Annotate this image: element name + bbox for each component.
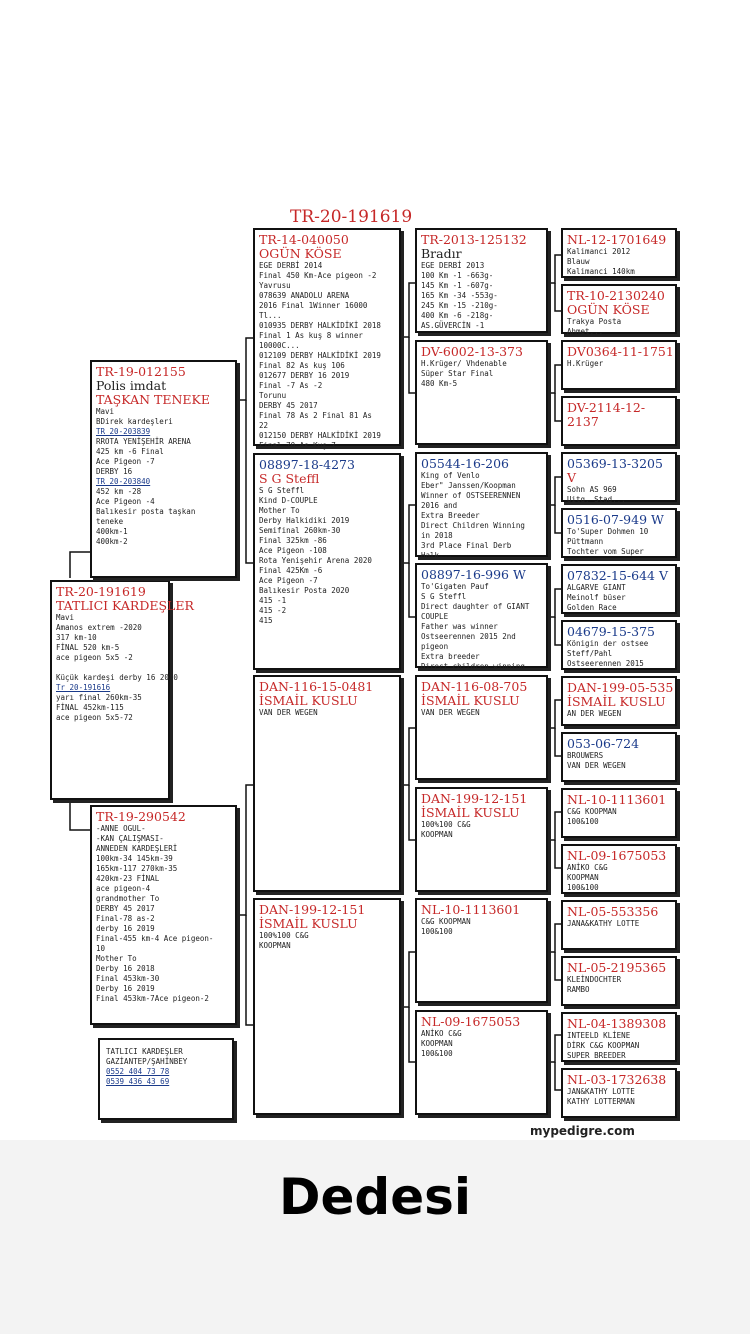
pigeon-name: İSMAİL KUSLU (567, 694, 666, 709)
pigeon-name: OGÜN KÖSE (259, 246, 342, 261)
ring-number: DAN-116-15-0481 (259, 679, 374, 694)
grandparent-card: TR-14-040050 OGÜN KÖSE EGE DERBİ 2014 Final 450 Km-Ace pigeon -2 Yavrusu 078639 ANADOLU ARENA 2016 Final 1Winner 16000 Tl... 010935 DERBY HALKİDİKİ 2018 Final 1 As kuş 8 winner 10000C... 012109 DERBY HALKİDİKİ 2019 Final 82 As kuş 106 012677 DERBY 16 2019 Final -7 As -2 Torunu DERBY 45 2017 Final 78 As 2 Final 81 As 22 012150 DERBY HALKİDİKİ 2019 Final 70 As Kuş 7 (253, 228, 401, 446)
ring-number: TR-14-040050 (259, 232, 349, 247)
owner-name: TATLICI KARDEŞLER (106, 1047, 183, 1056)
great-grandparent-card: 05544-16-206 King of Venlo Eber" Janssen/Koopman Winner of OSTSEERENNEN 2016 and Extra Breeder Direct Children Winning in 2018 3rd Place Final Derb Halk... (415, 452, 548, 557)
ring-number: NL-09-1675053 (421, 1014, 521, 1029)
pigeon-name: S G Steffl (259, 471, 320, 486)
ggg-parent-card: NL-05-553356 JANA&KATHY LOTTE (561, 900, 677, 950)
ggg-parent-card: TR-10-2130240 OGÜN KÖSE Trakya Posta Ahmet... (561, 284, 677, 334)
ring-number: NL-05-553356 (567, 904, 659, 919)
great-grandparent-card: NL-09-1675053 ANİKO C&G KOOPMAN 100&100 (415, 1010, 548, 1115)
ring-number: 0516-07-949 W (567, 512, 664, 527)
ring-number: TR-2013-125132 (421, 232, 527, 247)
pigeon-name-2: TAŞKAN TENEKE (96, 392, 211, 407)
ring-number: 08897-16-996 W (421, 567, 526, 582)
ring-number: NL-03-1732638 (567, 1072, 667, 1087)
pigeon-name: OGÜN KÖSE (567, 302, 650, 317)
ring-number: NL-10-1113601 (421, 902, 521, 917)
ring-number: 053-06-724 (567, 736, 640, 751)
ring-number: DV-6002-13-373 (421, 344, 523, 359)
watermark: mypedigre.com (530, 1124, 635, 1138)
ring-number: 05544-16-206 (421, 456, 509, 471)
great-grandparent-card: DAN-116-08-705 İSMAİL KUSLU VAN DER WEGEN (415, 675, 548, 780)
ring-number: DV-2114-12- (567, 400, 646, 415)
ring-number-cont: V (567, 470, 577, 485)
ring-number: DAN-199-12-151 (421, 791, 528, 806)
ring-number: TR-19-012155 (96, 364, 186, 379)
phone-link[interactable]: 0539 436 43 69 (106, 1077, 170, 1086)
ggg-parent-card: NL-03-1732638 JAN&KATHY LOTTE KATHY LOTTERMAN (561, 1068, 677, 1118)
ring-number: 04679-15-375 (567, 624, 655, 639)
caption-text: Dedesi (278, 1168, 472, 1226)
pigeon-name: İSMAİL KUSLU (259, 693, 358, 708)
great-grandparent-card: DAN-199-12-151 İSMAİL KUSLU 100%100 C&G KOOPMAN (415, 787, 548, 892)
pigeon-name: Polis imdat (96, 378, 167, 393)
ggg-parent-card: 053-06-724 BROUWERS VAN DER WEGEN (561, 732, 677, 782)
pigeon-name: TATLICI KARDEŞLER (56, 598, 194, 613)
ring-number: NL-12-1701649 (567, 232, 667, 247)
ring-number: 07832-15-644 V (567, 568, 668, 583)
phone-link[interactable]: 0552 404 73 78 (106, 1067, 170, 1076)
ggg-parent-card: 04679-15-375 Königin der ostsee Steff/Pahl Ostseerennen 2015 (561, 620, 677, 670)
ggg-parent-card: NL-10-1113601 C&G KOOPMAN 100&100 (561, 788, 677, 838)
grandparent-card: DAN-199-12-151 İSMAİL KUSLU 100%100 C&G KOOPMAN (253, 898, 401, 1115)
dam-card: TR-19-290542 -ANNE OGUL- -KAN ÇALIŞMASI- ANNEDEN KARDEŞLERİ 100km-34 145km-39 165km-117 270km-35 420km-23 FİNAL ace pigeon-4 grandmother To DERBY 45 2017 Final-78 as-2 derby 16 2019 Final-455 km-4 Ace pigeon- 10 Mother To Derby 16 2018 Final 453km-30 Derby 16 2019 Final 453km-7Ace pigeon-2 (90, 805, 237, 1025)
ring-number: NL-10-1113601 (567, 792, 667, 807)
ggg-parent-card: 07832-15-644 V ALGARVE GIANT Meinolf büser Golden Race (561, 564, 677, 614)
ggg-parent-card: 0516-07-949 W To'Super Dohmen 10 Püttmann Tochter vom Super (561, 508, 677, 558)
ring-number: 08897-18-4273 (259, 457, 355, 472)
ring-number: DAN-199-05-535 (567, 680, 674, 695)
ring-number: NL-04-1389308 (567, 1016, 667, 1031)
sire-card: TR-19-012155 Polis imdat TAŞKAN TENEKE Mavi BDirek kardeşleri TR 20-203839 RROTA YENİŞEHİR ARENA 425 km -6 Final Ace Pigeon -7 DERBY 16 TR 20-203840 452 km -28 Ace Pigeon -4 Balıkesir posta taşkan teneke 400km-1 400km-2 (90, 360, 237, 578)
pigeon-name: İSMAİL KUSLU (421, 693, 520, 708)
great-grandparent-card: TR-2013-125132 Bradır EGE DERBİ 2013 100 Km -1 -663g- 145 Km -1 -607g- 165 Km -34 -553g- 245 Km -15 -210g- 400 Km -6 -218g- AS.GÜVERCİN -1 (415, 228, 548, 333)
ring-number: TR-10-2130240 (567, 288, 665, 303)
great-grandparent-card: 08897-16-996 W To'Gigaten Pauf S G Steffl Direct daughter of GIANT COUPLE Father was winner Ostseerennen 2015 2nd pigeon Extra breeder Direct children winning (415, 563, 548, 668)
ring-number-cont: 2137 (567, 414, 599, 429)
ring-number: TR-19-290542 (96, 809, 186, 824)
ring-number: DAN-116-08-705 (421, 679, 528, 694)
linked-ring[interactable]: Tr 20-191616 (56, 683, 111, 692)
pedigree-title: TR-20-191619 (290, 207, 413, 227)
ggg-parent-card: DAN-199-05-535 İSMAİL KUSLU AN DER WEGEN (561, 676, 677, 726)
ring-number: DAN-199-12-151 (259, 902, 366, 917)
owner-location: GAZİANTEP/ŞAHİNBEY (106, 1057, 188, 1066)
pigeon-name: İSMAİL KUSLU (421, 805, 520, 820)
great-grandparent-card: NL-10-1113601 C&G KOOPMAN 100&100 (415, 898, 548, 1003)
great-grandparent-card: DV-6002-13-373 H.Krüger/ Vhdenable Süper Star Final 480 Km-5 (415, 340, 548, 445)
ggg-parent-card (561, 396, 677, 446)
ring-number: DV0364-11-1751 (567, 344, 674, 359)
ring-number: TR-20-191619 (56, 584, 146, 599)
ggg-parent-card: NL-04-1389308 INTEELD KLİENE DİRK C&G KOOPMAN SUPER BREEDER (561, 1012, 677, 1062)
ring-number: NL-05-2195365 (567, 960, 667, 975)
ggg-parent-card: NL-09-1675053 ANİKO C&G KOOPMAN 100&100 (561, 844, 677, 894)
pigeon-name: Bradır (421, 246, 462, 261)
pigeon-name: İSMAİL KUSLU (259, 916, 358, 931)
ggg-parent-card: NL-05-2195365 KLEİNDOCHTER RAMBO (561, 956, 677, 1006)
subject-card: TR-20-191619 TATLICI KARDEŞLER Mavi Amanos extrem -2020 317 km-10 FİNAL 520 km-5 ace pigeon 5x5 -2 Küçük kardeşi derby 16 2020 Tr 20-191616 yarı final 260km-35 FİNAL 452km-115 ace pigeon 5x5-72 (50, 580, 170, 800)
ggg-parent-card: 05369-13-3205 V Sohn AS 969 Uitg. Stad... (561, 452, 677, 502)
grandparent-card: DAN-116-15-0481 İSMAİL KUSLU VAN DER WEGEN (253, 675, 401, 892)
grandparent-card: 08897-18-4273 S G Steffl S G Steffl Kind D-COUPLE Mother To Derby Halkidiki 2019 Semifinal 260km-30 Final 325km -86 Ace Pigeon -108 Rota Yenişehir Arena 2020 Final 425Km -6 Ace Pigeon -7 Balıkesir Posta 2020 415 -1 415 -2 415 (253, 453, 401, 670)
owner-card (98, 1038, 234, 1120)
ring-number: 05369-13-3205 (567, 456, 663, 471)
ggg-parent-card: NL-12-1701649 Kalimanci 2012 Blauw Kalimanci 140km (561, 228, 677, 278)
ring-number: NL-09-1675053 (567, 848, 667, 863)
ggg-parent-card: DV0364-11-1751 H.Krüger (561, 340, 677, 390)
